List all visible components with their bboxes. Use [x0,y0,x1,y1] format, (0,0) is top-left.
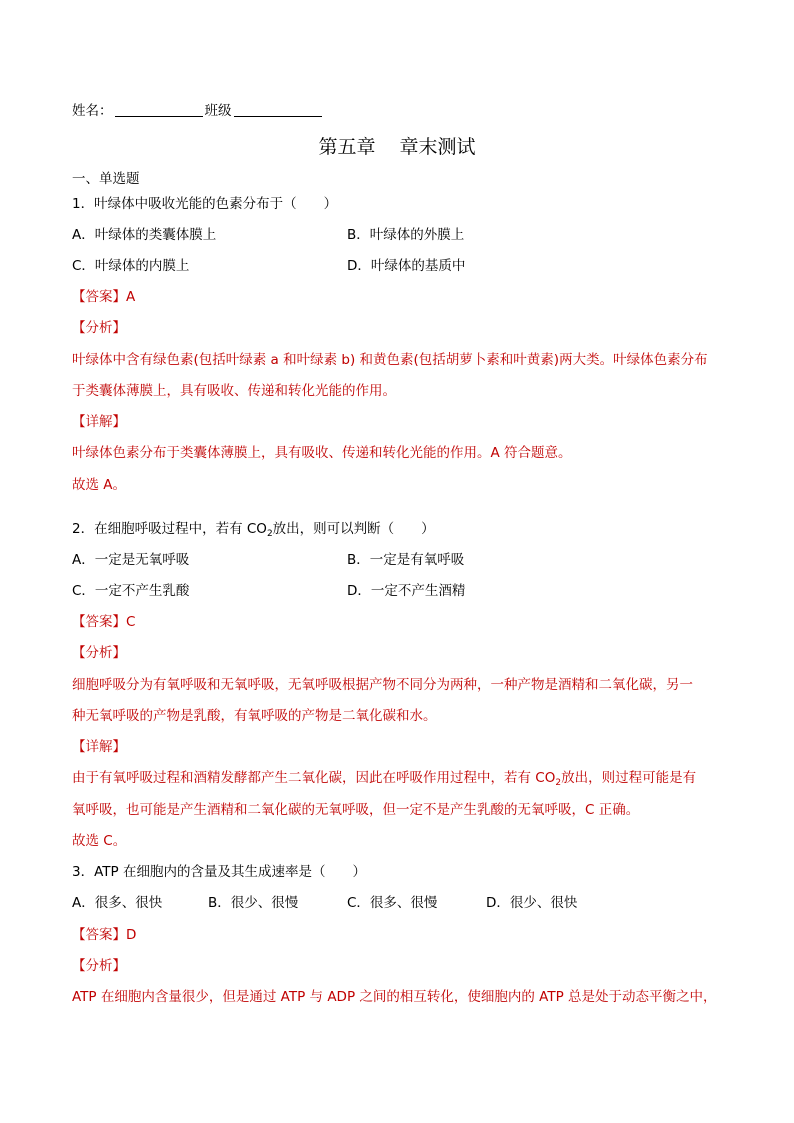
q2-option-c: C．一定不产生乳酸 [72,583,190,599]
q1-conclusion: 故选 A。 [72,477,127,493]
q1-option-d: D．叶绿体的基质中 [347,258,466,274]
page-title [0,135,794,159]
name-blank[interactable] [115,102,203,117]
q3-option-c: C．很多、很慢 [347,895,438,911]
chapter-label: 第五章 [318,136,376,158]
q2-stem-part-2: 放出，则可以判断（ ） [272,521,435,537]
q2-option-b: B．一定是有氧呼吸 [347,552,465,568]
class-blank[interactable] [234,102,322,117]
q3-answer-value: D [126,927,137,943]
q3-option-b: B．很少、很慢 [208,895,299,911]
q3-option-a: A．很多、很快 [72,895,163,911]
q2-detail-part-1: 由于有氧呼吸过程和酒精发酵都产生二氧化碳，因此在呼吸作用过程中，若有 CO [72,770,556,786]
q2-option-d: D．一定不产生酒精 [347,583,466,599]
q2-answer-value: C [126,614,136,630]
q3-answer [72,925,136,945]
q2-stem-part-1: 2．在细胞呼吸过程中，若有 CO [72,521,267,537]
title-subtitle: 章末测试 [399,136,476,158]
q1-option-c: C．叶绿体的内膜上 [72,258,190,274]
section-heading: 一、单选题 [72,171,140,187]
q3-analysis: ATP 在细胞内含量很少，但是通过 ATP 与 ADP 之间的相互转化，使细胞内的 ATP 总是处于动态平衡之中， [72,989,717,1005]
q2-analysis-label: 【分析】 [72,645,126,661]
student-info-line [72,101,324,121]
name-label: 姓名： [72,103,113,119]
q2-option-a: A．一定是无氧呼吸 [72,552,190,568]
q1-answer [72,287,135,307]
q1-stem: 1．叶绿体中吸收光能的色素分布于（ ） [72,196,338,212]
q1-detail: 叶绿体色素分布于类囊体薄膜上，具有吸收、传递和转化光能的作用。A 符合题意。 [72,445,572,461]
q2-analysis-line-2: 种无氧呼吸的产物是乳酸，有氧呼吸的产物是二氧化碳和水。 [72,708,437,724]
q2-answer [72,612,135,632]
q2-detail-label: 【详解】 [72,739,126,755]
q1-answer-label: 【答案】 [72,289,126,305]
q1-answer-value: A [126,289,136,305]
q2-detail-line-2: 氧呼吸，也可能是产生酒精和二氧化碳的无氧呼吸，但一定不是产生乳酸的无氧呼吸，C 正确。 [72,802,640,818]
q2-analysis-line-1: 细胞呼吸分为有氧呼吸和无氧呼吸，无氧呼吸根据产物不同分为两种，一种产物是酒精和二氧化碳，另一 [72,677,693,693]
q1-analysis-label: 【分析】 [72,320,126,336]
q2-detail-line-1 [72,768,696,788]
q3-option-d: D．很少、很快 [486,895,578,911]
q3-stem: 3．ATP 在细胞内的含量及其生成速率是（ ） [72,864,366,880]
q1-detail-label: 【详解】 [72,414,126,430]
class-label: 班级 [204,103,232,119]
q2-stem-subscript: 2 [266,529,273,539]
q1-analysis-line-1: 叶绿体中含有绿色素(包括叶绿素 a 和叶绿素 b) 和黄色素(包括胡萝卜素和叶黄素)两大类。叶绿体色素分布 [72,352,708,368]
q1-analysis-line-2: 于类囊体薄膜上，具有吸收、传递和转化光能的作用。 [72,383,396,399]
q3-answer-label: 【答案】 [72,927,126,943]
q3-analysis-label: 【分析】 [72,958,126,974]
q2-detail-part-2: 放出，则过程可能是有 [561,770,697,786]
q2-detail-subscript: 2 [555,778,562,788]
q2-stem [72,519,435,539]
q2-answer-label: 【答案】 [72,614,126,630]
q1-option-b: B．叶绿体的外膜上 [347,227,465,243]
q1-option-a: A．叶绿体的类囊体膜上 [72,227,217,243]
q2-conclusion: 故选 C。 [72,833,127,849]
